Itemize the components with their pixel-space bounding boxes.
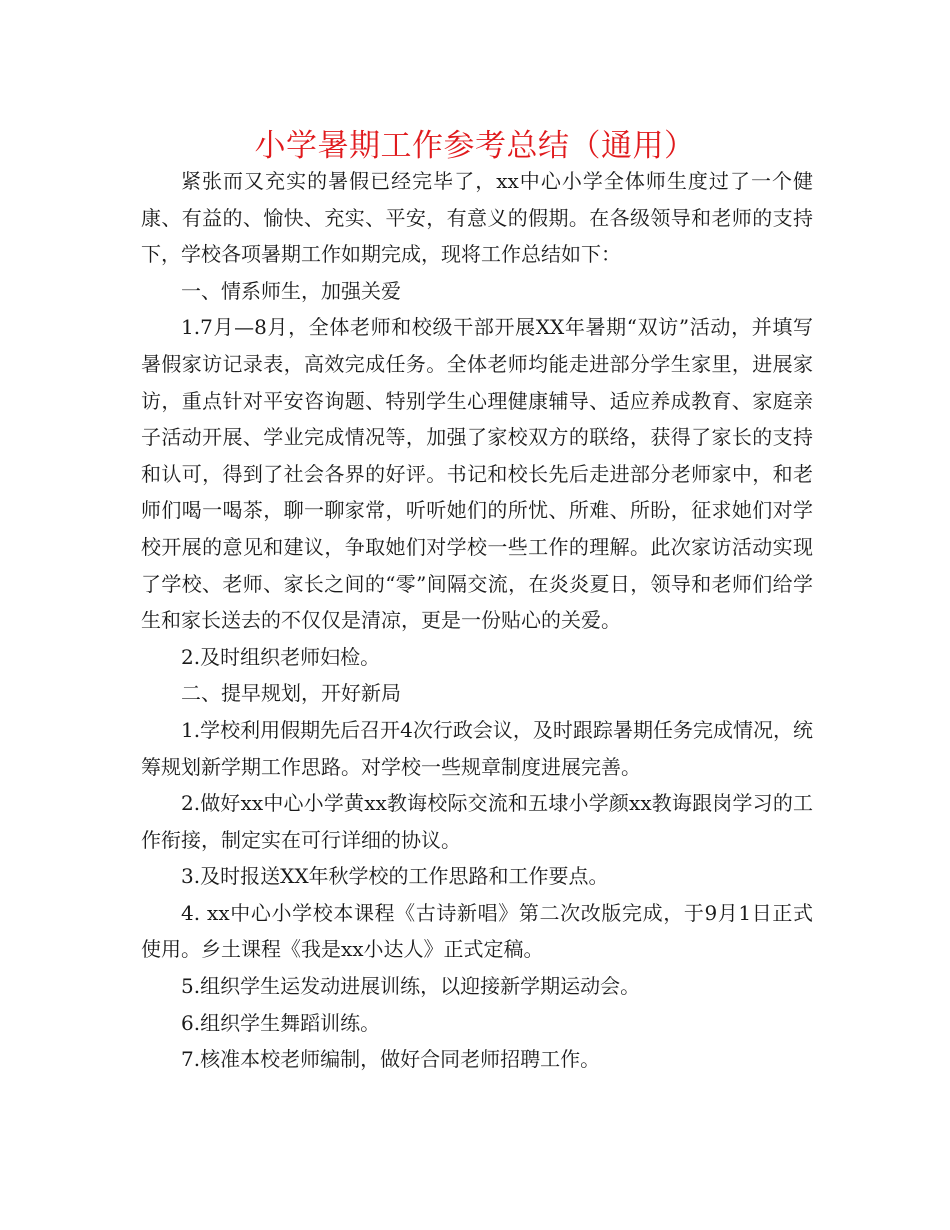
section-2-item-6: 6.组织学生舞蹈训练。 (181, 1010, 381, 1035)
section-1-item-2: 2.及时组织老师妇检。 (181, 644, 381, 669)
section-1-item-1: 1.7月—8月，全体老师和校级干部开展XX年暑期“双访”活动，并填写暑假家访记录表，高效完成任务。全体老师均能走进部分学生家里，进展家访，重点针对平安咨询题、特别学生心理健康辅导、适应养成教育、家庭亲子活动开展、学业完成情况等，加强了家校双方的联络，获得了家长的支持和认可，得到了社会各界的好评。书记和校长先后走进部分老师家中，和老师们喝一喝茶，聊一聊家常，听听她们的所忧、所难、所盼，征求她们对学校开展的意见和建议，争取她们对学校一些工作的理解。此次家访活动实现了学校、老师、家长之间的“零”间隔交流，在炎炎夏日，领导和老师们给学生和家长送去的不仅仅是清凉，更是一份贴心的关爱。 (141, 315, 813, 633)
document-title: 小学暑期工作参考总结（通用） (254, 128, 696, 164)
document-body (141, 163, 813, 1078)
section-2-item-5: 5.组织学生运发动进展训练，以迎接新学期运动会。 (181, 974, 641, 999)
section-heading-1: 一、情系师生，加强关爱 (181, 278, 401, 303)
section-2-item-4: 4. xx中心小学校本课程《古诗新唱》第二次改版完成，于9月1日正式使用。乡土课程《我是xx小达人》正式定稿。 (141, 900, 813, 962)
section-heading-2: 二、提早规划，开好新局 (181, 681, 401, 706)
section-2-item-7: 7.核准本校老师编制，做好合同老师招聘工作。 (181, 1047, 601, 1072)
intro-paragraph: 紧张而又充实的暑假已经完毕了，xx中心小学全体师生度过了一个健康、有益的、愉快、充实、平安，有意义的假期。在各级领导和老师的支持下，学校各项暑期工作如期完成，现将工作总结如下： (141, 169, 813, 267)
section-2-item-2: 2.做好xx中心小学黄xx教诲校际交流和五埭小学颜xx教诲跟岗学习的工作衔接，制定实在可行详细的协议。 (141, 791, 813, 852)
section-2-item-3: 3.及时报送XX年秋学校的工作思路和工作要点。 (181, 864, 609, 889)
section-2-item-1: 1.学校利用假期先后召开4次行政会议，及时跟踪暑期任务完成情况，统筹规划新学期工作思路。对学校一些规章制度进展完善。 (141, 717, 813, 779)
